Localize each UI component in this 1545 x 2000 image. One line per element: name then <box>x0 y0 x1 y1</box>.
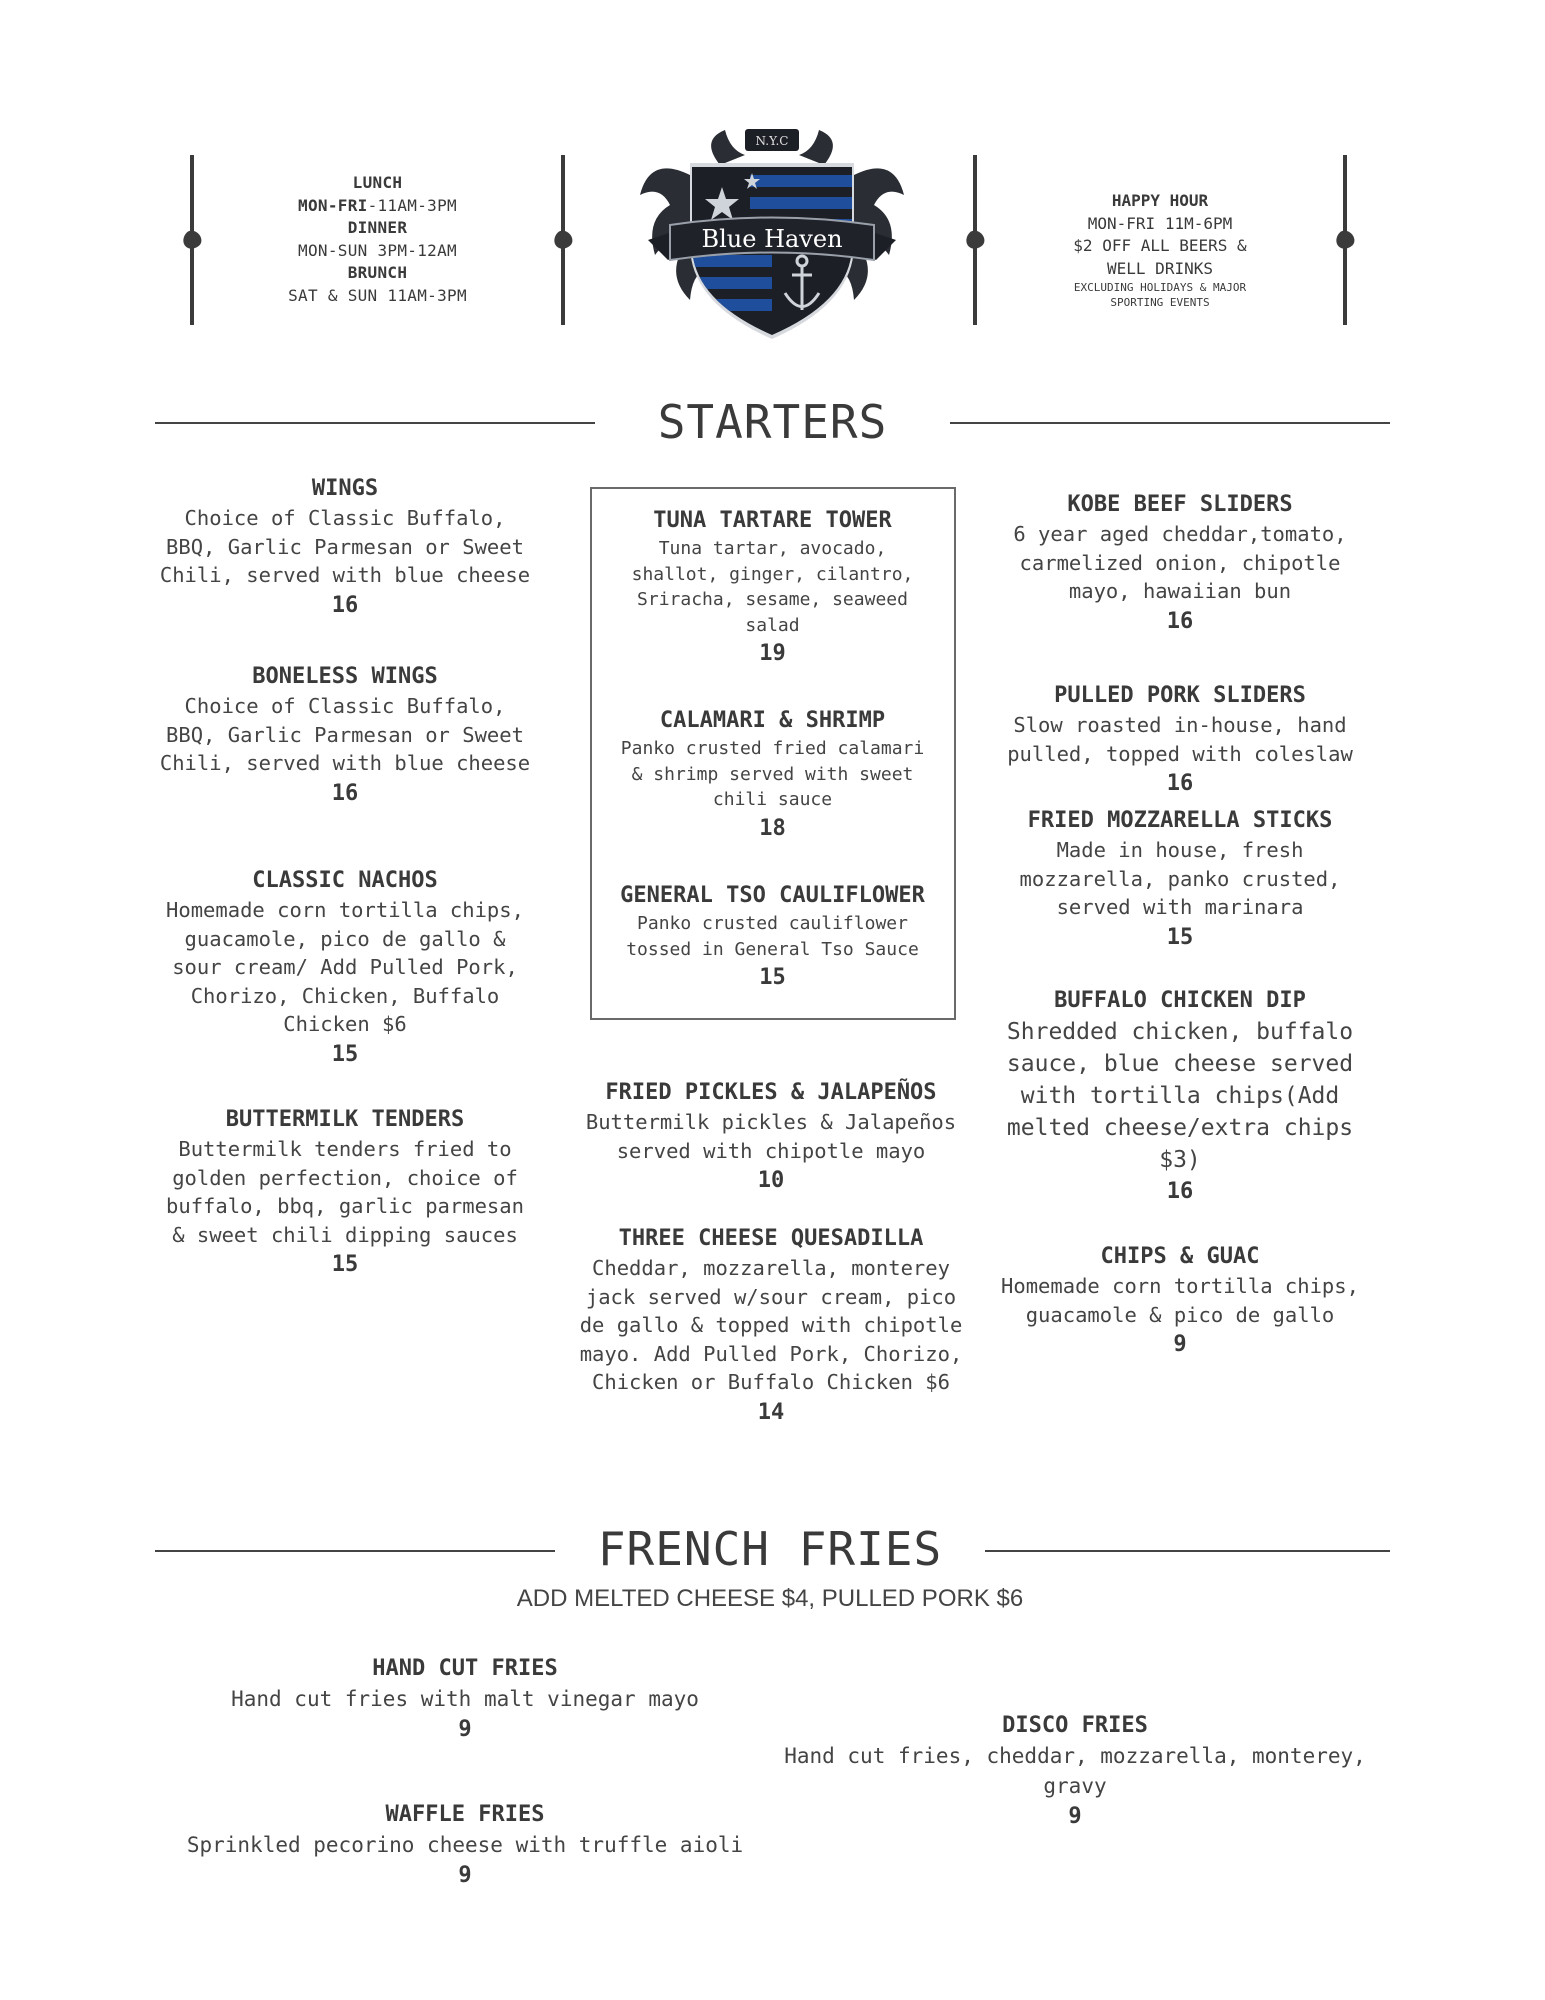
item-desc: shallot, ginger, cilantro, <box>631 563 914 585</box>
item-desc: Hand cut fries, cheddar, mozzarella, monterey, <box>784 1744 1366 1768</box>
item-price: 16 <box>331 592 359 618</box>
item-desc: 6 year aged cheddar,tomato, <box>1013 522 1347 546</box>
dinner-label: DINNER <box>347 218 408 237</box>
item-name: CALAMARI & SHRIMP <box>659 708 886 733</box>
divider-bar <box>190 155 194 325</box>
item-desc: sauce, blue cheese served <box>1006 1051 1354 1077</box>
menu-item <box>185 1654 745 1746</box>
item-desc: Chili, served with blue cheese <box>159 751 531 775</box>
item-desc: BBQ, Garlic Parmesan or Sweet <box>166 534 524 559</box>
menu-item <box>975 806 1385 954</box>
menu-item <box>140 1105 550 1281</box>
item-desc: guacamole, pico de gallo & <box>184 926 506 951</box>
item-desc: Tuna tartar, avocado, <box>658 538 887 559</box>
section-rule <box>155 1550 555 1552</box>
item-desc: Panko crusted cauliflower <box>637 913 908 934</box>
menu-item <box>595 881 950 994</box>
item-desc: Buttermilk tenders fried to <box>178 1137 512 1161</box>
item-desc: & sweet chili dipping sauces <box>172 1222 518 1247</box>
item-price: 16 <box>1166 771 1194 796</box>
item-desc: Hand cut fries with malt vinegar mayo <box>231 1687 699 1711</box>
item-desc: melted cheese/extra chips <box>1006 1115 1354 1141</box>
happy-hour-offer: WELL DRINKS <box>1107 258 1213 278</box>
divider-bar <box>561 155 565 325</box>
menu-item <box>975 1242 1385 1361</box>
happy-hour-time: MON-FRI 11M-6PM <box>1087 213 1233 233</box>
item-desc: tossed in General Tso Sauce <box>626 938 919 960</box>
item-desc: Sprinkled pecorino cheese with truffle aioli <box>186 1833 744 1857</box>
menu-item <box>770 1711 1380 1833</box>
item-desc: chili sauce <box>712 789 833 810</box>
item-desc: Sriracha, sesame, seaweed <box>637 589 908 610</box>
menu-item <box>140 662 550 810</box>
menu-item <box>975 986 1385 1208</box>
item-name: TUNA TARTARE TOWER <box>653 508 892 533</box>
item-name: CHIPS & GUAC <box>1100 1244 1260 1269</box>
item-desc: pulled, topped with coleslaw <box>1007 741 1353 766</box>
item-desc: Choice of Classic Buffalo, <box>184 506 506 530</box>
item-desc: buffalo, bbq, garlic parmesan <box>166 1194 524 1218</box>
item-name: WINGS <box>311 476 379 501</box>
item-price: 16 <box>1166 1179 1194 1204</box>
item-name: THREE CHEESE QUESADILLA <box>618 1226 924 1251</box>
menu-item <box>975 490 1385 638</box>
item-price: 15 <box>331 1041 359 1067</box>
shield-crest-icon <box>630 125 914 350</box>
item-desc: served with marinara <box>1056 895 1304 919</box>
menu-item <box>975 681 1385 800</box>
item-name: DISCO FRIES <box>1002 1713 1148 1738</box>
section-rule <box>985 1550 1390 1552</box>
item-desc: Shredded chicken, buffalo <box>1006 1019 1354 1045</box>
item-price: 18 <box>759 815 786 841</box>
section-title-starters: STARTERS <box>657 395 888 449</box>
happy-hour-offer: $2 OFF ALL BEERS & <box>1073 236 1247 255</box>
menu-item <box>595 506 950 670</box>
menu-item <box>140 866 550 1071</box>
item-desc: Choice of Classic Buffalo, <box>184 694 506 718</box>
item-price: 15 <box>1166 924 1194 950</box>
menu-item <box>565 1224 977 1429</box>
item-desc: salad <box>745 614 800 636</box>
item-name: HAND CUT FRIES <box>372 1656 558 1681</box>
item-price: 14 <box>757 1399 785 1425</box>
item-price: 10 <box>757 1168 785 1193</box>
item-desc: Buttermilk pickles & Jalapeños <box>585 1110 957 1134</box>
item-price: 15 <box>331 1252 359 1277</box>
item-price: 9 <box>458 1863 472 1888</box>
item-name: FRIED PICKLES & JALAPEÑOS <box>605 1080 937 1105</box>
happy-hour-note: EXCLUDING HOLIDAYS & MAJOR <box>1073 281 1247 294</box>
happy-hour-note: SPORTING EVENTS <box>1110 296 1210 309</box>
item-name: CLASSIC NACHOS <box>252 868 438 893</box>
item-price: 19 <box>759 641 786 666</box>
item-desc: $3) <box>1159 1147 1201 1173</box>
hours-block <box>215 172 540 307</box>
item-desc: mayo. Add Pulled Pork, Chorizo, <box>579 1341 963 1366</box>
item-desc: Homemade corn tortilla chips, <box>1001 1274 1359 1298</box>
item-desc: Panko crusted fried calamari <box>620 738 925 759</box>
item-desc: mayo, hawaiian bun <box>1068 579 1292 603</box>
dinner-hours: MON-SUN 3PM-12AM <box>298 240 457 260</box>
item-name: BONELESS WINGS <box>252 664 438 689</box>
item-desc: Slow roasted in-house, hand <box>1013 713 1347 737</box>
item-name: WAFFLE FRIES <box>385 1802 545 1827</box>
item-desc: guacamole & pico de gallo <box>1025 1302 1335 1327</box>
menu-item <box>140 474 550 622</box>
lunch-hours: MON-FRI-11AM-3PM <box>298 195 457 215</box>
happy-hour-block <box>1000 190 1320 310</box>
item-desc: mozzarella, panko crusted, <box>1019 866 1341 891</box>
brunch-label: BRUNCH <box>347 263 408 282</box>
item-desc: with tortilla chips(Add <box>1020 1083 1340 1109</box>
item-desc: served with chipotle mayo <box>616 1138 926 1163</box>
item-desc: Homemade corn tortilla chips, <box>166 898 524 922</box>
item-desc: Made in house, fresh <box>1056 838 1304 862</box>
item-desc: Chicken or Buffalo Chicken $6 <box>592 1370 950 1394</box>
item-desc: BBQ, Garlic Parmesan or Sweet <box>166 722 524 747</box>
item-name: FRIED MOZZARELLA STICKS <box>1027 808 1333 833</box>
item-price: 16 <box>1166 608 1194 634</box>
item-name: BUTTERMILK TENDERS <box>225 1107 465 1132</box>
item-desc: de gallo & topped with chipotle <box>579 1313 963 1337</box>
section-rule <box>950 422 1390 424</box>
item-desc: Chicken $6 <box>283 1012 407 1036</box>
divider-bar <box>1343 155 1347 325</box>
item-desc: sour cream/ Add Pulled Pork, <box>172 955 518 979</box>
item-desc: & shrimp served with sweet <box>631 763 914 785</box>
divider-bar <box>973 155 977 325</box>
item-desc: jack served w/sour cream, pico <box>585 1284 957 1309</box>
brunch-hours: SAT & SUN 11AM-3PM <box>288 285 467 305</box>
item-desc: Chili, served with blue cheese <box>159 563 531 587</box>
item-desc: Chorizo, Chicken, Buffalo <box>190 983 500 1008</box>
item-name: PULLED PORK SLIDERS <box>1054 683 1306 708</box>
menu-item <box>165 1800 765 1892</box>
item-price: 9 <box>1173 1332 1187 1357</box>
logo-name: Blue Haven <box>701 225 843 253</box>
logo-top-text: N.Y.C <box>755 134 789 148</box>
item-desc: Cheddar, mozzarella, monterey <box>592 1256 950 1280</box>
item-price: 9 <box>1068 1804 1082 1829</box>
item-price: 9 <box>458 1717 472 1742</box>
item-name: BUFFALO CHICKEN DIP <box>1054 988 1306 1013</box>
item-price: 16 <box>331 780 359 806</box>
item-desc: golden perfection, choice of <box>172 1165 518 1190</box>
item-desc: gravy <box>1043 1774 1107 1798</box>
item-name: KOBE BEEF SLIDERS <box>1067 492 1293 517</box>
item-price: 15 <box>759 965 786 990</box>
section-rule <box>155 422 595 424</box>
menu-item <box>595 706 950 845</box>
lunch-label: LUNCH <box>352 173 403 192</box>
fries-addon-note: ADD MELTED CHEESE $4, PULLED PORK $6 <box>516 1585 1024 1612</box>
item-name: GENERAL TSO CAULIFLOWER <box>620 883 925 908</box>
menu-item <box>565 1078 977 1197</box>
item-desc: carmelized onion, chipotle <box>1019 550 1341 575</box>
section-title-fries: FRENCH FRIES <box>597 1522 943 1576</box>
happy-hour-label: HAPPY HOUR <box>1111 191 1209 210</box>
